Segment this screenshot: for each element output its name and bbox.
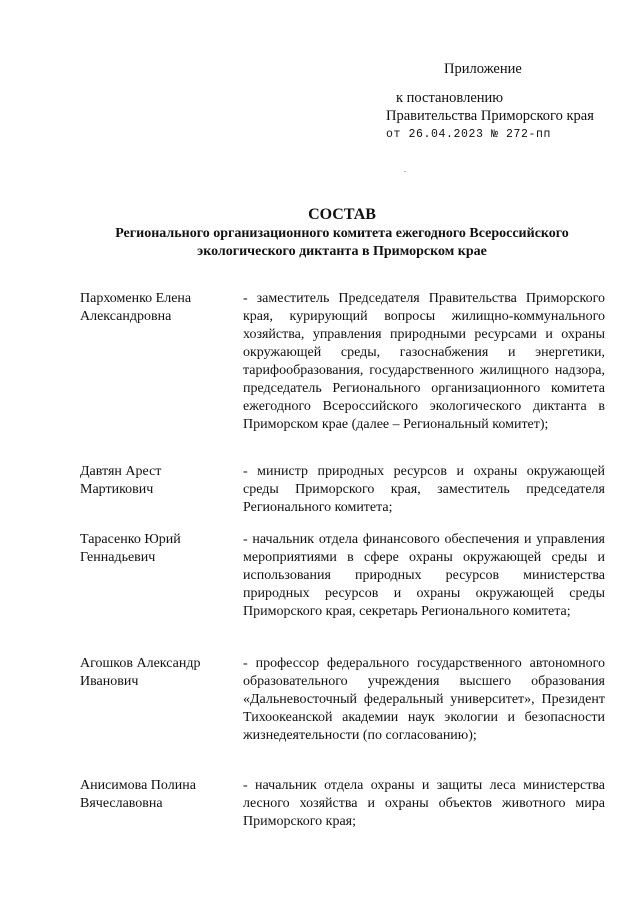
annex-label: Приложение	[444, 61, 522, 77]
annex-date-number: от 26.04.2023 № 272-пп	[386, 128, 552, 141]
member-name	[80, 290, 230, 326]
annex-header	[386, 60, 616, 144]
title-sub-line2: экологического диктанта в Приморском крае	[197, 244, 487, 259]
member-role: - начальник отдела охраны и защиты леса министерства лесного хозяйства и охраны объектов животного мира Приморского края;	[243, 778, 605, 829]
member-patronymic: Иванович	[80, 674, 139, 689]
member-surname-firstname: Тарасенко Юрий	[80, 532, 181, 547]
member-surname-firstname: Анисимова Полина	[80, 778, 196, 793]
annex-resolution-ref: к постановлению	[396, 90, 504, 106]
member-surname-firstname: Пархоменко Елена	[80, 291, 192, 306]
member-surname-firstname: Давтян Арест	[80, 464, 162, 479]
member-patronymic: Вячеславовна	[80, 796, 163, 811]
member-name	[80, 655, 230, 691]
annex-government: Правительства Приморского края	[386, 108, 594, 124]
member-name	[80, 463, 230, 499]
member-name	[80, 531, 230, 567]
document-title	[60, 205, 624, 261]
member-role: - профессор федерального государственного автономного образовательного учреждения высшего образования «Дальневосточный федеральный университет», Президент Тихоокеанской академии наук экологии и безопасности жизнедеятельности (по согласованию);	[243, 656, 605, 743]
title-main: СОСТАВ	[308, 206, 376, 223]
member-surname-firstname: Агошков Александр	[80, 656, 201, 671]
scan-speck	[404, 171, 406, 172]
member-role: - министр природных ресурсов и охраны окружающей среды Приморского края, заместитель председателя Регионального комитета;	[243, 464, 605, 515]
title-sub-line1: Регионального организационного комитета ежегодного Всероссийского	[115, 226, 569, 241]
member-patronymic: Геннадьевич	[80, 550, 156, 565]
member-patronymic: Мартикович	[80, 482, 154, 497]
member-role: - заместитель Председателя Правительства Приморского края, курирующий вопросы жилищно-коммунального хозяйства, управления природными ресурсами и охраны окружающей среды, газоснабжения и энергетики, тарифообразования, государственного жилищного надзора, председатель Регионального организационного комитета ежегодного Всероссийского экологического диктанта в Приморском крае (далее – Региональный комитет);	[243, 291, 605, 432]
member-name	[80, 777, 230, 813]
member-patronymic: Александровна	[80, 309, 172, 324]
member-role: - начальник отдела финансового обеспечения и управления мероприятиями в сфере охраны окружающей среды и использования природных ресурсов министерства природных ресурсов и охраны окружающей среды Приморского края, секретарь Регионального комитета;	[243, 532, 605, 619]
